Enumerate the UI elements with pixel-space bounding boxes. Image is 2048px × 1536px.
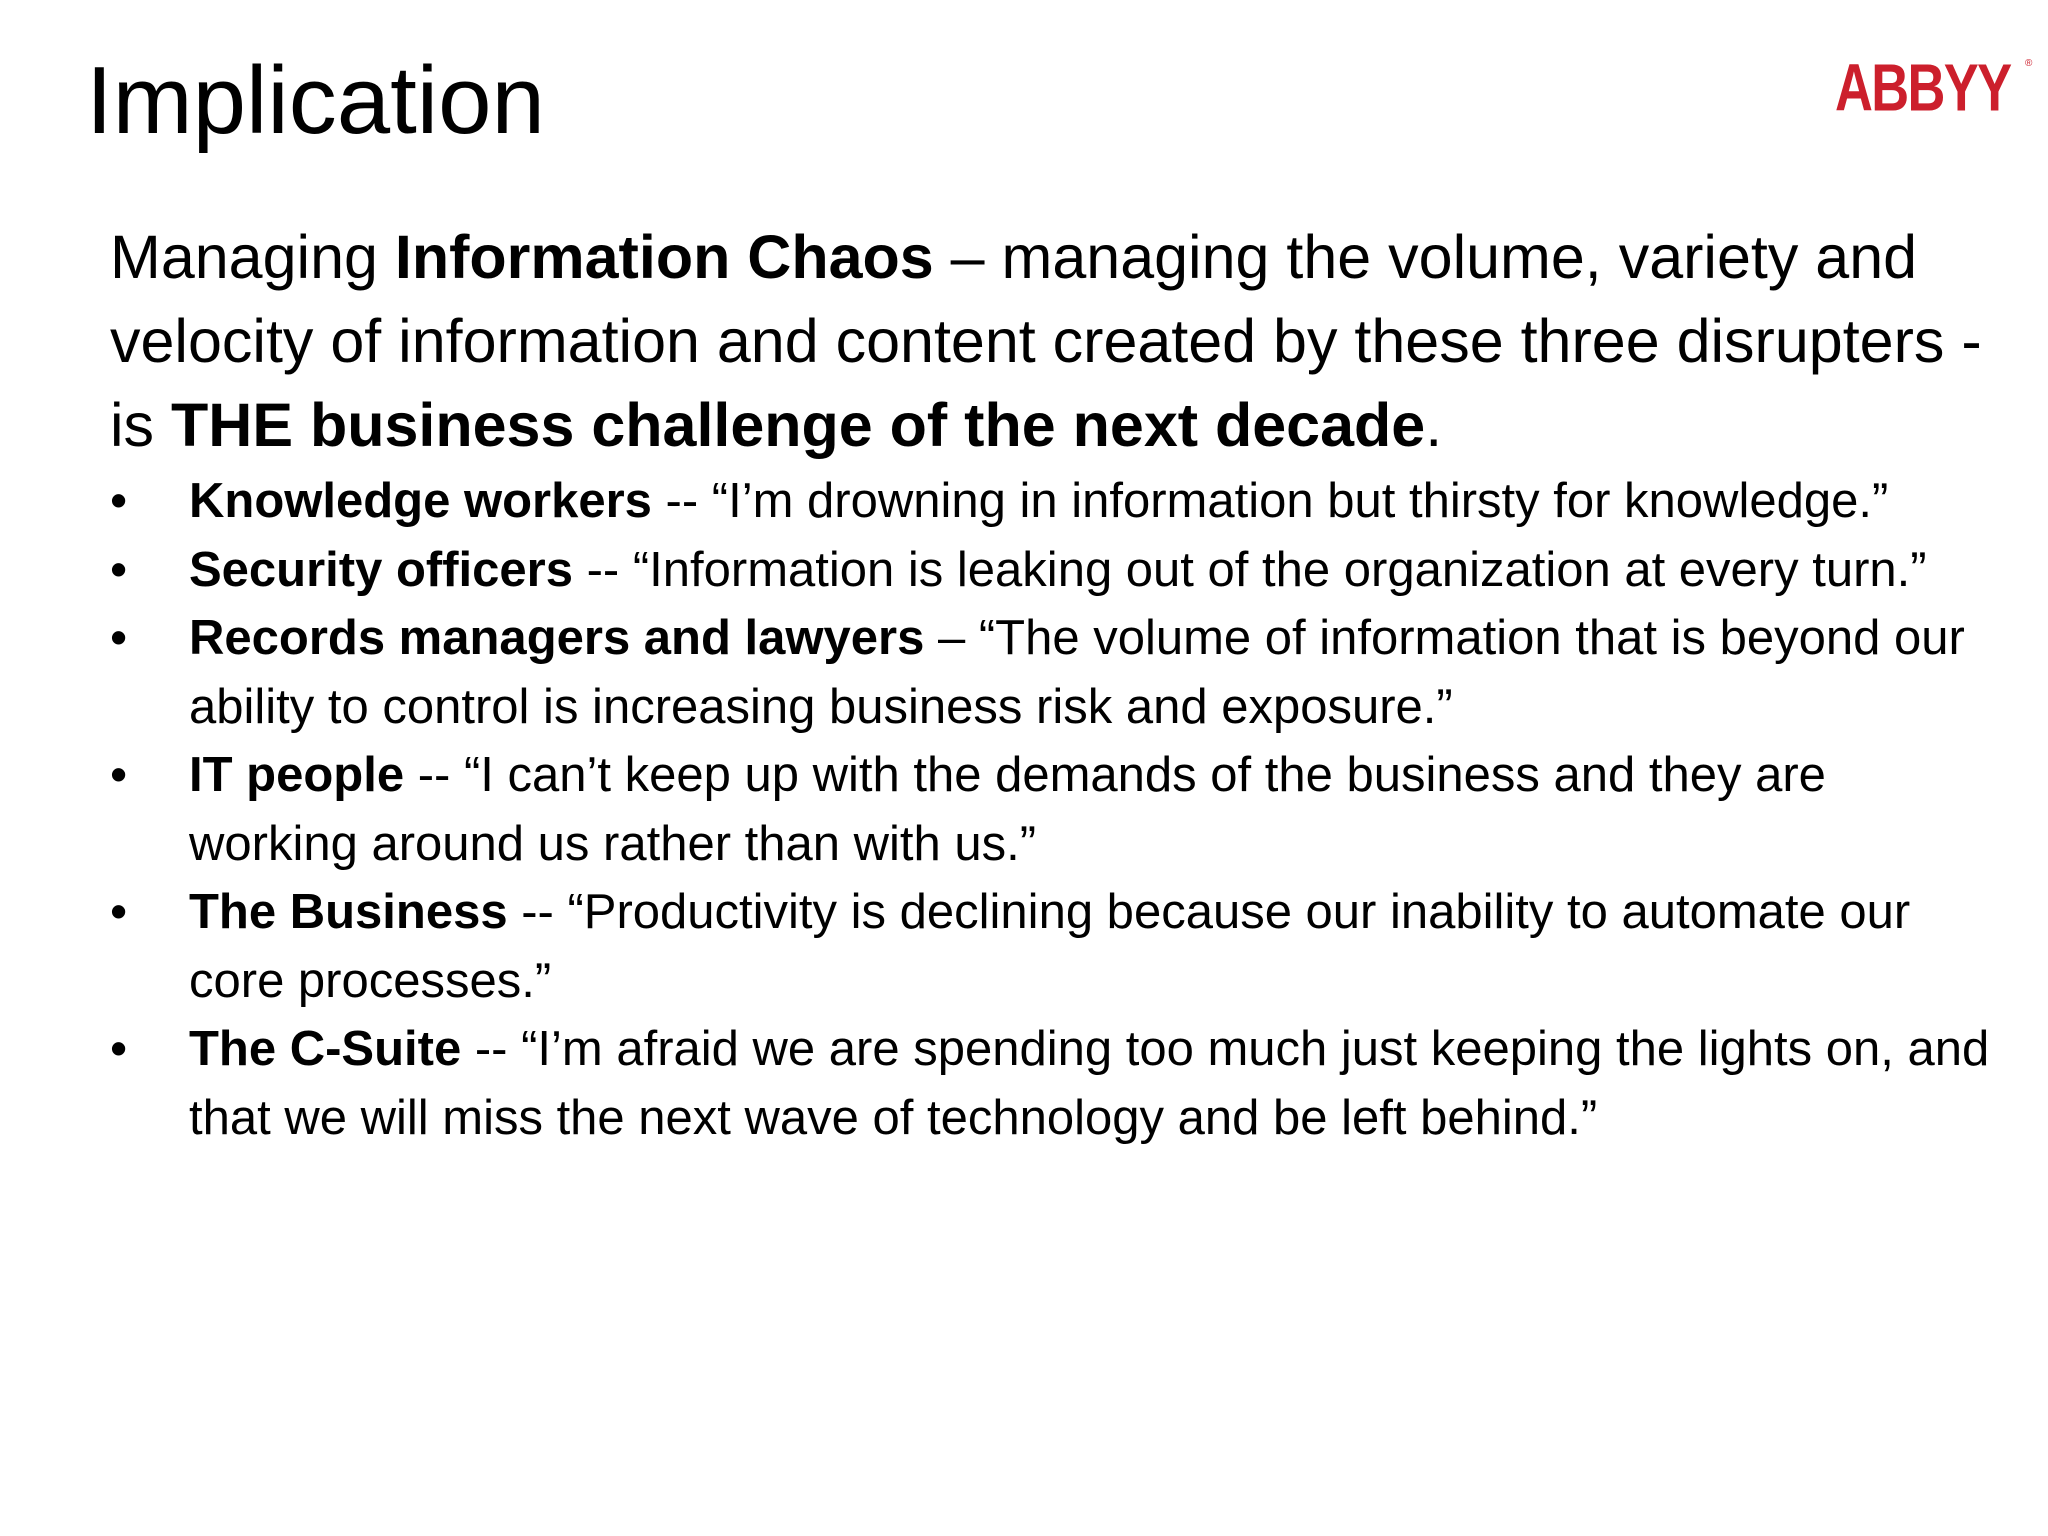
slide-content bbox=[110, 215, 1990, 1152]
lead-middle: – managing the volume, variety and velocity of information and content created by these three disrupters - is bbox=[110, 223, 1982, 459]
bullet-list bbox=[110, 467, 1990, 1152]
bullet-quote: -- “I’m afraid we are spending too much just keeping the lights on, and that we will miss the next wave of technology and be left behind.” bbox=[189, 1022, 1990, 1145]
abbyy-logo bbox=[1835, 49, 2033, 126]
bullet-role: Security officers bbox=[189, 542, 573, 597]
abbyy-logo-text: ABBYY bbox=[1835, 49, 2011, 126]
bullet-quote: – “The volume of information that is beyond our ability to control is increasing business risk and exposure.” bbox=[189, 611, 1965, 734]
lead-bold-information-chaos: Information Chaos bbox=[394, 223, 934, 291]
bullet-quote: -- “I can’t keep up with the demands of the business and they are working around us rather than with us.” bbox=[189, 748, 1826, 871]
slide-title: Implication bbox=[86, 47, 545, 154]
bullet-role: Knowledge workers bbox=[189, 474, 652, 528]
registered-mark: ® bbox=[2025, 58, 2033, 69]
bullet-icon: • bbox=[110, 611, 128, 665]
bullet-icon: • bbox=[110, 1022, 128, 1076]
bullet-icon: • bbox=[110, 748, 128, 802]
bullet-item-the-business bbox=[110, 878, 1990, 1015]
bullet-quote: -- “Productivity is declining because our inability to automate our core processes.” bbox=[189, 885, 1911, 1008]
bullet-icon: • bbox=[110, 885, 128, 939]
bullet-role: The C-Suite bbox=[189, 1022, 462, 1076]
lead-prefix: Managing bbox=[110, 223, 395, 291]
bullet-role: The Business bbox=[189, 885, 508, 939]
lead-bold-business-challenge: THE business challenge of the next decade bbox=[171, 391, 1426, 459]
bullet-icon: • bbox=[110, 474, 128, 528]
bullet-item-records-managers bbox=[110, 604, 1990, 741]
bullet-item-it-people bbox=[110, 741, 1990, 878]
lead-paragraph bbox=[110, 215, 1990, 467]
bullet-quote: -- “I’m drowning in information but thirsty for knowledge.” bbox=[651, 474, 1889, 528]
lead-suffix: . bbox=[1425, 391, 1443, 459]
bullet-icon: • bbox=[110, 542, 128, 597]
bullet-role: IT people bbox=[189, 748, 405, 802]
bullet-role: Records managers and lawyers bbox=[189, 611, 925, 665]
bullet-item-security-officers bbox=[110, 536, 1990, 605]
bullet-quote: -- “Information is leaking out of the organization at every turn.” bbox=[573, 542, 1927, 597]
bullet-item-knowledge-workers bbox=[110, 467, 1990, 536]
bullet-item-c-suite bbox=[110, 1015, 1990, 1152]
